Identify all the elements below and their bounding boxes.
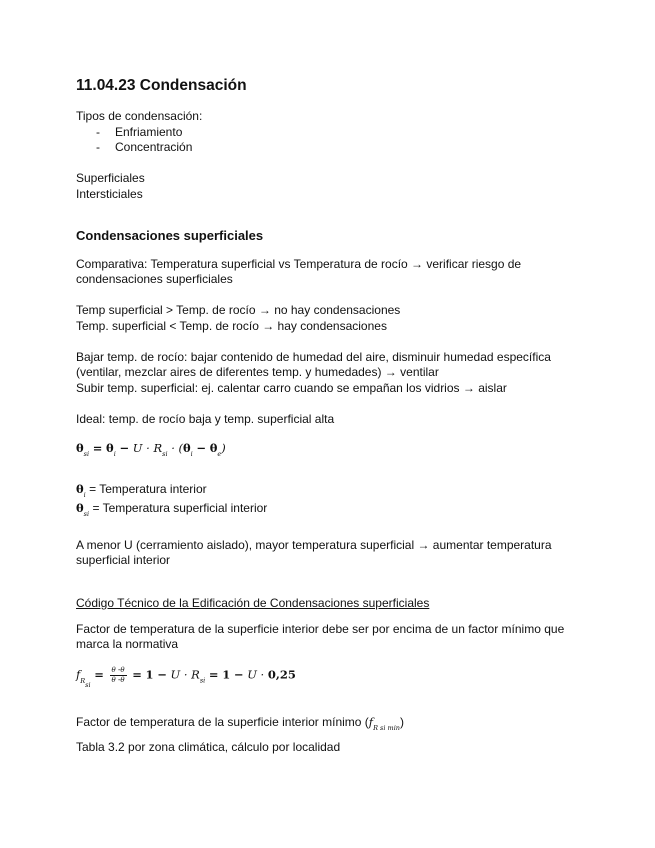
factor-text-line-2: marca la normativa: [76, 637, 179, 651]
section-heading-cte: Código Técnico de la Edificación de Condensaciones superficiales: [76, 596, 430, 610]
factor-text-line-1: Factor de temperatura de la superficie interior debe ser por encima de un factor mínimo que: [76, 622, 565, 636]
action-line-1: Bajar temp. de rocío: bajar contenido de humedad del aire, disminuir humedad específica: [76, 350, 551, 364]
list-item: - Concentración: [76, 139, 192, 155]
formula-theta-si: $\theta_{si} = \theta_i - U \cdot R_{si} \cdot (\theta_i - \theta_e)$: [76, 441, 226, 458]
legend-theta-si: $\theta_{si}$ = Temperatura superficial interior: [76, 501, 268, 518]
table-reference-line: Tabla 3.2 por zona climática, cálculo por localidad: [76, 740, 341, 754]
comparativa-line-1: Comparativa: Temperatura superficial vs Temperatura de rocío → verificar riesgo de: [76, 257, 522, 271]
list-dash: -: [96, 140, 100, 154]
section-heading-superficiales: Condensaciones superficiales: [76, 228, 264, 243]
comparativa-line-2: condensaciones superficiales: [76, 272, 233, 286]
conclusion-line-1: A menor U (cerramiento aislado), mayor temperatura superficial → aumentar temperatura: [76, 538, 552, 552]
formula-factor-f: $f_{R_{si}}$ = $\frac{\theta -\theta}{\theta -\theta}$ = $1 - U \cdot R_{si} = 1 - U \cdot 0,25$: [76, 666, 296, 689]
types-heading: Tipos de condensación:: [76, 109, 203, 123]
kind-superficiales: Superficiales: [76, 171, 145, 185]
list-item: - Enfriamiento: [76, 124, 182, 140]
page-title: 11.04.23 Condensación: [76, 77, 247, 94]
case-condensation: Temp. superficial < Temp. de rocío → hay condensaciones: [76, 319, 387, 333]
action-line-3: Subir temp. superficial: ej. calentar carro cuando se empañan los vidrios → aislar: [76, 381, 507, 395]
factor-min-line: Factor de temperatura de la superficie interior mínimo $(f_{R si min})$: [76, 715, 404, 732]
legend-theta-i: $\theta_i$ = Temperatura interior: [76, 482, 207, 499]
list-dash: -: [96, 125, 100, 139]
action-line-2: (ventilar, mezclar aires de diferentes temp. y humedades) → ventilar: [76, 365, 439, 379]
formula-fraction: $\frac{\theta -\theta}{\theta -\theta}$: [111, 666, 125, 684]
ideal-line: Ideal: temp. de rocío baja y temp. superficial alta: [76, 412, 335, 426]
conclusion-line-2: superficial interior: [76, 553, 171, 567]
case-no-condensation: Temp superficial > Temp. de rocío → no hay condensaciones: [76, 303, 401, 317]
kind-intersticiales: Intersticiales: [76, 187, 143, 201]
